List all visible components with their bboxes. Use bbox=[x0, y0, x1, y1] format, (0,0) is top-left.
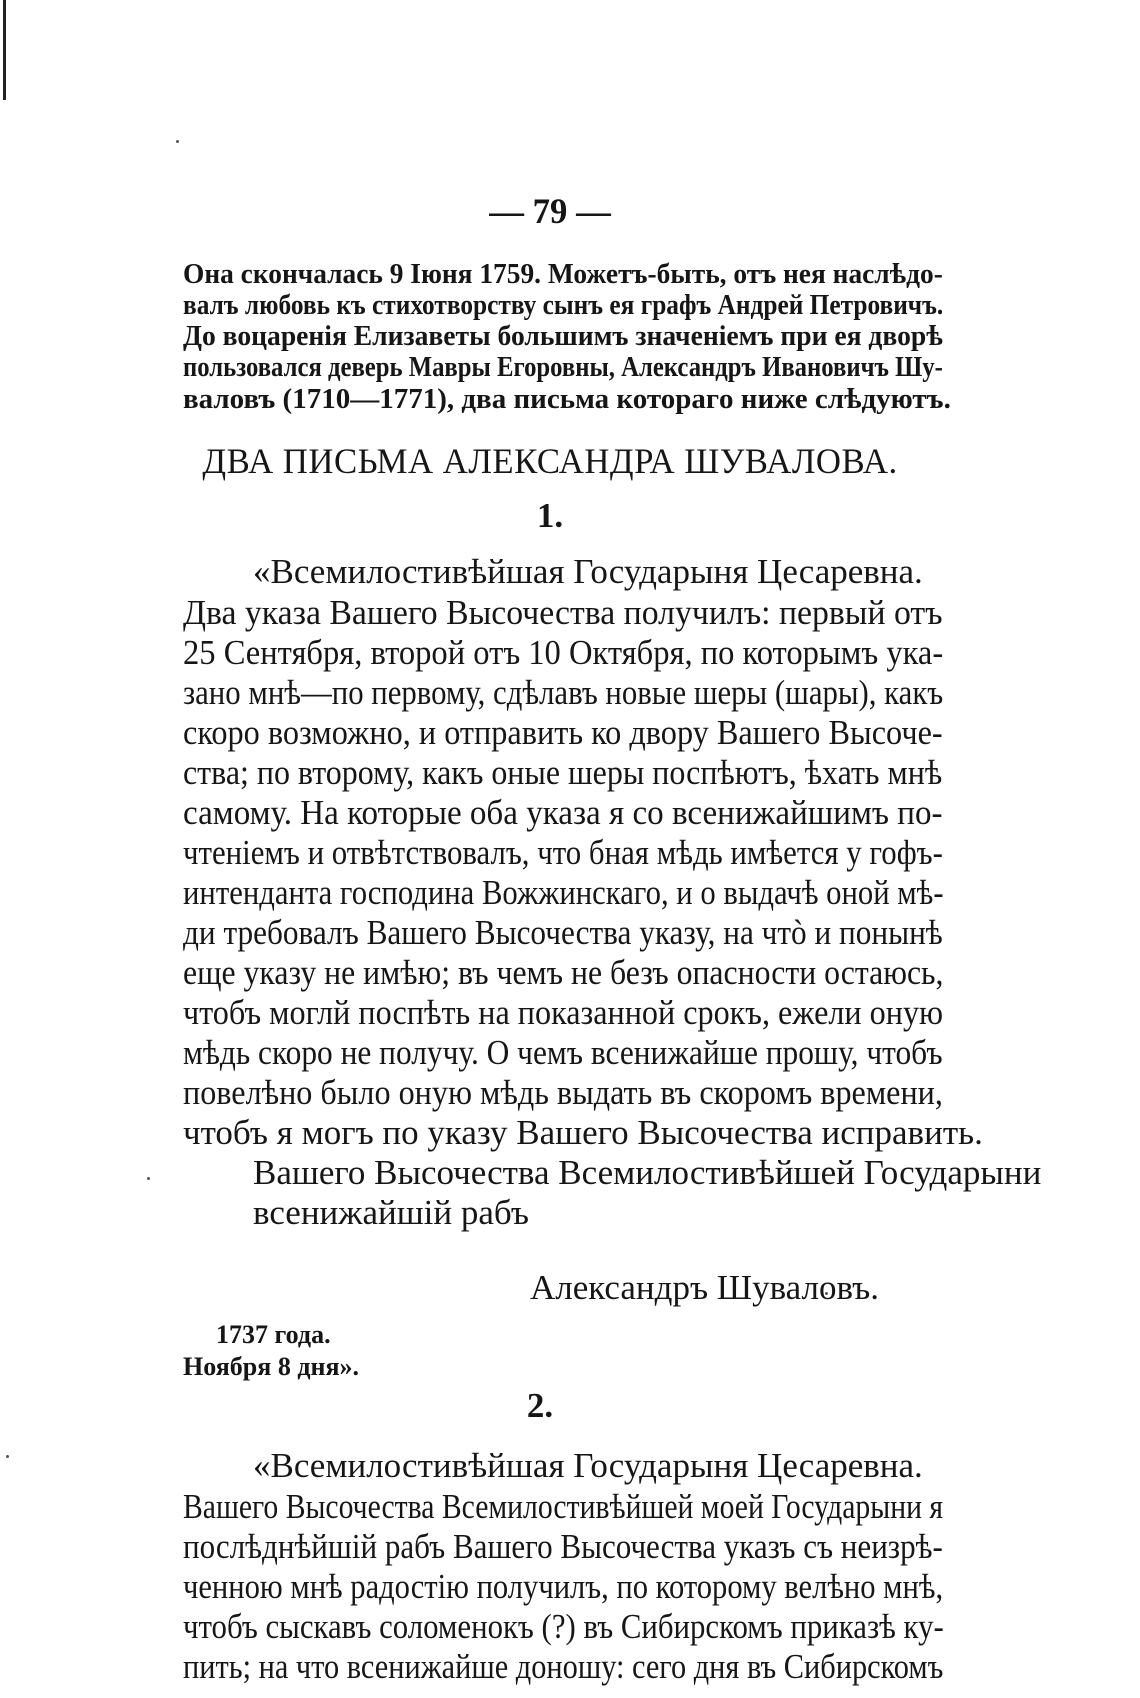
intro-line: валовъ (1710—1771), два письма которагo ниже слѣдуютъ. bbox=[183, 383, 951, 415]
intro-line: До воцаренія Елизаветы большимъ значеніемъ при ея дворѣ bbox=[183, 320, 943, 352]
letter-line: чтеніемъ и отвѣтствовалъ, что бная мѣдь имѣется у гофъ- bbox=[183, 833, 943, 872]
letter-line: ченною мнѣ радостію получилъ, по которому велѣно мнѣ, bbox=[183, 1567, 944, 1606]
page-edge-mark bbox=[3, 0, 6, 100]
letter-line: чтобъ сыскавъ соломенокъ (?) въ Сибирскомъ приказѣ ку- bbox=[183, 1607, 944, 1646]
letter-line: самому. На которые оба указа я со всенижайшимъ по- bbox=[183, 793, 943, 832]
letter-line: Два указа Вашего Высочества получилъ: первый отъ bbox=[183, 593, 943, 632]
letter-number: 2. bbox=[526, 1386, 554, 1425]
letter-line: зано мнѣ—по первому, сдѣлавъ новые шеры (шары), какъ bbox=[183, 673, 944, 712]
letter-line: пить; на что всенижайше доношу: сего дня въ Сибирскомъ bbox=[183, 1647, 944, 1686]
letter-signature: Александръ Шуваловъ. bbox=[530, 1268, 879, 1307]
letter-line: еще указу не имѣю; въ чемъ не безъ опасности остаюсь, bbox=[183, 953, 944, 992]
page-number: — 79 — bbox=[489, 191, 611, 231]
letter-salutation: «Всемилостивѣйшая Государыня Цесаревна. bbox=[253, 1446, 923, 1485]
letter-line: интенданта господина Вожжинскаго, и о выдачѣ оной мѣ- bbox=[183, 873, 944, 912]
letter-salutation: «Всемилостивѣйшая Государыня Цесаревна. bbox=[253, 552, 923, 591]
letter-line: ди требовалъ Вашего Высочества указу, на чтò и понынѣ bbox=[183, 913, 943, 952]
intro-line: пользовался деверь Мавры Егоровны, Александръ Ивановичъ Шу- bbox=[183, 351, 943, 383]
letter-line: чтобъ моглй поспѣть на показанной срокъ, ежели оную bbox=[183, 993, 944, 1032]
print-speck bbox=[147, 1177, 150, 1180]
letter-line: Вашего Высочества Всемилостивѣйшей моей Государыни я bbox=[183, 1487, 944, 1526]
intro-line: Она скончалась 9 Іюня 1759. Можетъ-быть, отъ нея наслѣдо- bbox=[183, 258, 943, 290]
letter-line: скоро возможно, и отправить ко двору Вашего Высоче- bbox=[183, 713, 943, 752]
letter-line: 25 Сентября, второй отъ 10 Октября, по которымъ ука- bbox=[183, 633, 944, 672]
intro-line: валъ любовь къ стихотворству сынъ ея графъ Андрей Петровичъ. bbox=[183, 289, 944, 321]
print-speck bbox=[6, 1455, 9, 1458]
letter-line: чтобъ я могъ по указу Вашего Высочества исправить. bbox=[183, 1113, 983, 1152]
letter-line: ства; по второму, какъ оные шеры поспѣютъ, ѣхать мнѣ bbox=[183, 753, 943, 792]
letter-date: Ноября 8 дня». bbox=[183, 1352, 360, 1381]
letter-closing: Вашего Высочества Всемилостивѣйшей Государыни bbox=[253, 1153, 1042, 1192]
letter-number: 1. bbox=[536, 496, 564, 535]
letter-line: повелѣно было оную мѣдь выдать въ скоромъ времени, bbox=[183, 1073, 943, 1112]
letter-line: мѣдь скоро не получу. О чемъ всенижайше прошу, чтобъ bbox=[183, 1033, 943, 1072]
letter-line: послѣднѣйшій рабъ Вашего Высочества указъ съ неизрѣ- bbox=[183, 1527, 943, 1566]
section-heading: ДВА ПИСЬМА АЛЕКСАНДРА ШУВАЛОВА. bbox=[202, 441, 898, 481]
letter-closing: всенижайшій рабъ bbox=[253, 1193, 529, 1232]
print-speck bbox=[176, 140, 179, 143]
letter-date: 1737 года. bbox=[216, 1320, 331, 1349]
